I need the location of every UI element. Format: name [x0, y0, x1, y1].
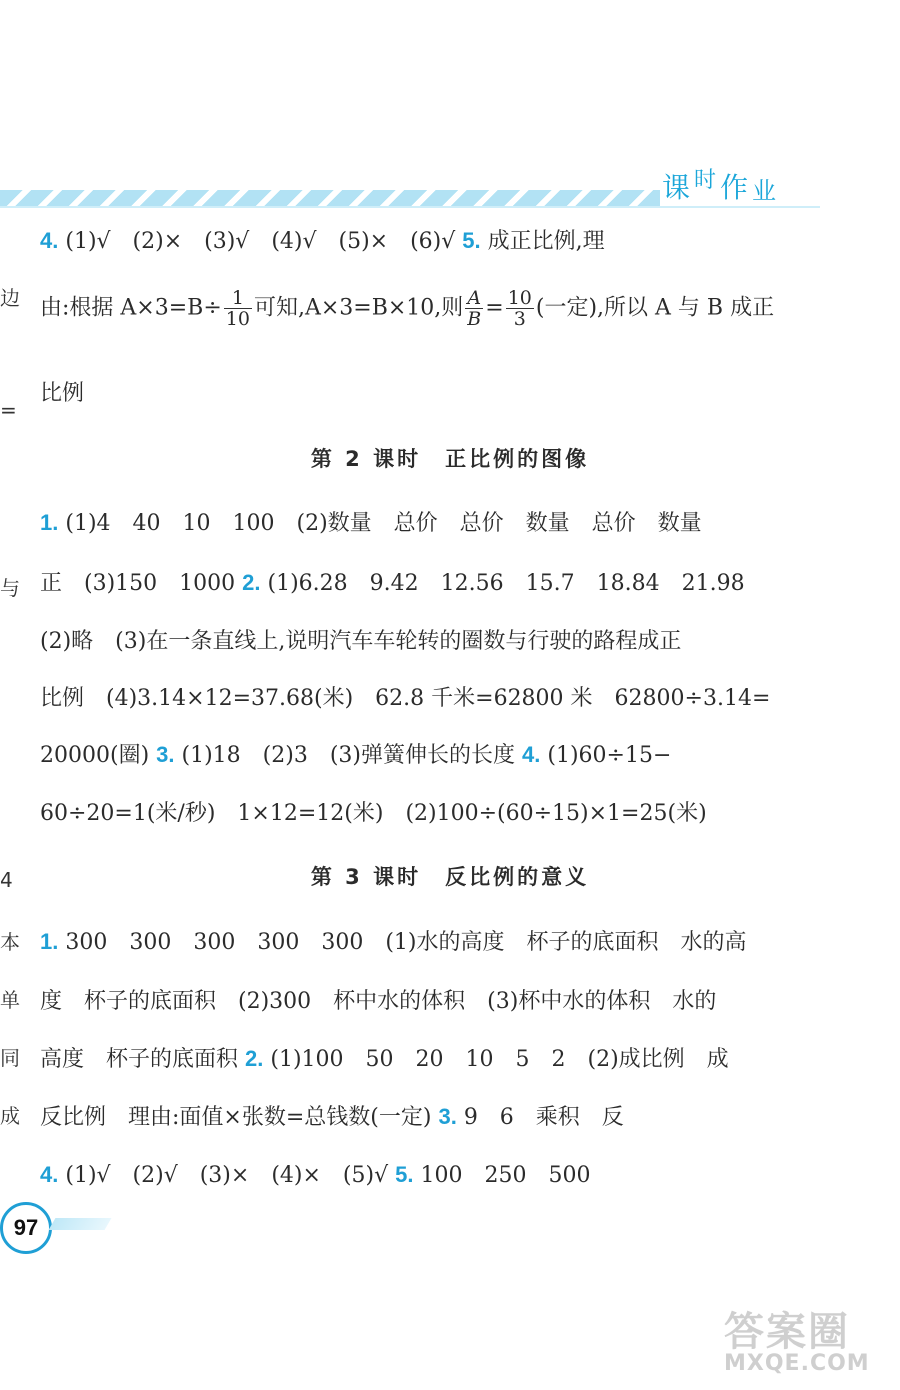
answer-text: 成正比例,理: [487, 229, 605, 254]
answer-text: 反比例 理由:面值×张数=总钱数(一定): [40, 1105, 432, 1130]
watermark: [724, 1300, 894, 1386]
denominator: B: [467, 308, 482, 330]
fraction: [465, 288, 483, 329]
numerator: 10: [507, 287, 532, 309]
edge-fragment: 单: [0, 988, 20, 1012]
answer-text: 高度 杯子的底面积: [40, 1047, 239, 1072]
answer-text: =: [485, 295, 504, 321]
fraction: [506, 288, 534, 329]
answer-line: [40, 1158, 820, 1189]
denominator: 10: [225, 308, 250, 330]
edge-fragment: 4: [0, 868, 13, 892]
answer-line: [40, 925, 820, 956]
answer-line: [40, 224, 820, 255]
answer-text: 可知,A×3=B×10,则: [253, 295, 464, 321]
denominator: 3: [513, 308, 526, 330]
logo-char: 业: [752, 177, 781, 205]
answer-line: 度 杯子的底面积 (2)300 杯中水的体积 (3)杯中水的体积 水的: [40, 989, 717, 1014]
question-number: 3.: [156, 742, 175, 767]
edge-fragment: 同: [0, 1046, 20, 1070]
answer-text: 9 6 乘积 反: [463, 1105, 624, 1130]
logo-char: 作: [720, 171, 753, 204]
answer-text: 20000(圈): [40, 743, 150, 768]
answer-text: (1)√ (2)√ (3)× (4)× (5)√: [65, 1163, 389, 1188]
question-number: 5.: [395, 1162, 414, 1187]
answer-text: 比例: [40, 381, 85, 406]
section-heading: 第 3 课时 反比例的意义: [310, 865, 590, 889]
answer-text: (1)100 50 20 10 5 2 (2)成比例 成: [270, 1047, 729, 1072]
question-number: 1.: [40, 929, 59, 954]
page-number-stripe: [49, 1218, 112, 1230]
answer-text: (一定),所以 A 与 B 成正: [535, 295, 775, 321]
watermark-text: 答案圈: [724, 1309, 850, 1355]
answer-line: [40, 1042, 820, 1073]
question-number: 4.: [40, 228, 59, 253]
question-number: 5.: [462, 228, 481, 253]
numerator: 1: [224, 288, 252, 309]
answer-text: (1)√ (2)× (3)√ (4)√ (5)× (6)√: [65, 229, 456, 254]
logo-char: 课: [662, 171, 695, 204]
page-number: 97: [0, 1202, 52, 1254]
answer-text: (1)4 40 10 100 (2)数量 总价 总价 数量 总价 数量: [65, 511, 702, 536]
question-number: 1.: [40, 510, 59, 535]
answer-line: 比例 (4)3.14×12=37.68(米) 62.8 千米=62800 米 62800÷3.14=: [40, 686, 771, 711]
edge-fragment: 成: [0, 1104, 20, 1128]
answer-text: 300 300 300 300 300 (1)水的高度 杯子的底面积 水的高: [65, 930, 747, 955]
question-number: 2.: [245, 1046, 264, 1071]
edge-fragment: 与: [0, 576, 20, 600]
answer-text: (1)60÷15−: [547, 743, 672, 768]
answer-line: [40, 566, 820, 597]
edge-fragment: =: [0, 398, 17, 422]
answer-line: 60÷20=1(米/秒) 1×12=12(米) (2)100÷(60÷15)×1=25(米): [40, 801, 707, 826]
series-logo: [662, 166, 822, 210]
question-number: 4.: [522, 742, 541, 767]
answer-line: [40, 1100, 820, 1131]
fraction: [224, 288, 252, 329]
answer-line: [40, 288, 820, 329]
answer-line: [40, 506, 820, 537]
answer-line: [40, 376, 820, 407]
answer-text: 正 (3)150 1000: [40, 571, 236, 596]
edge-fragment: 边: [0, 286, 20, 310]
section-heading: 第 2 课时 正比例的图像: [310, 447, 590, 471]
answer-text: 由:根据 A×3=B÷: [40, 295, 222, 321]
numerator: A: [465, 288, 483, 309]
answer-line: [40, 738, 820, 769]
watermark-url: MXQE.COM: [724, 1351, 870, 1376]
question-number: 2.: [242, 570, 261, 595]
logo-char: 时: [694, 168, 721, 193]
answer-text: (1)6.28 9.42 12.56 15.7 18.84 21.98: [267, 571, 745, 596]
question-number: 3.: [438, 1104, 457, 1129]
answer-text: (1)18 (2)3 (3)弹簧伸长的长度: [181, 743, 515, 768]
answer-text: 100 250 500: [420, 1163, 591, 1188]
question-number: 4.: [40, 1162, 59, 1187]
answer-line: (2)略 (3)在一条直线上,说明汽车车轮转的圈数与行驶的路程成正: [40, 629, 682, 654]
header-stripe: [0, 190, 660, 206]
edge-fragment: 本: [0, 930, 20, 954]
